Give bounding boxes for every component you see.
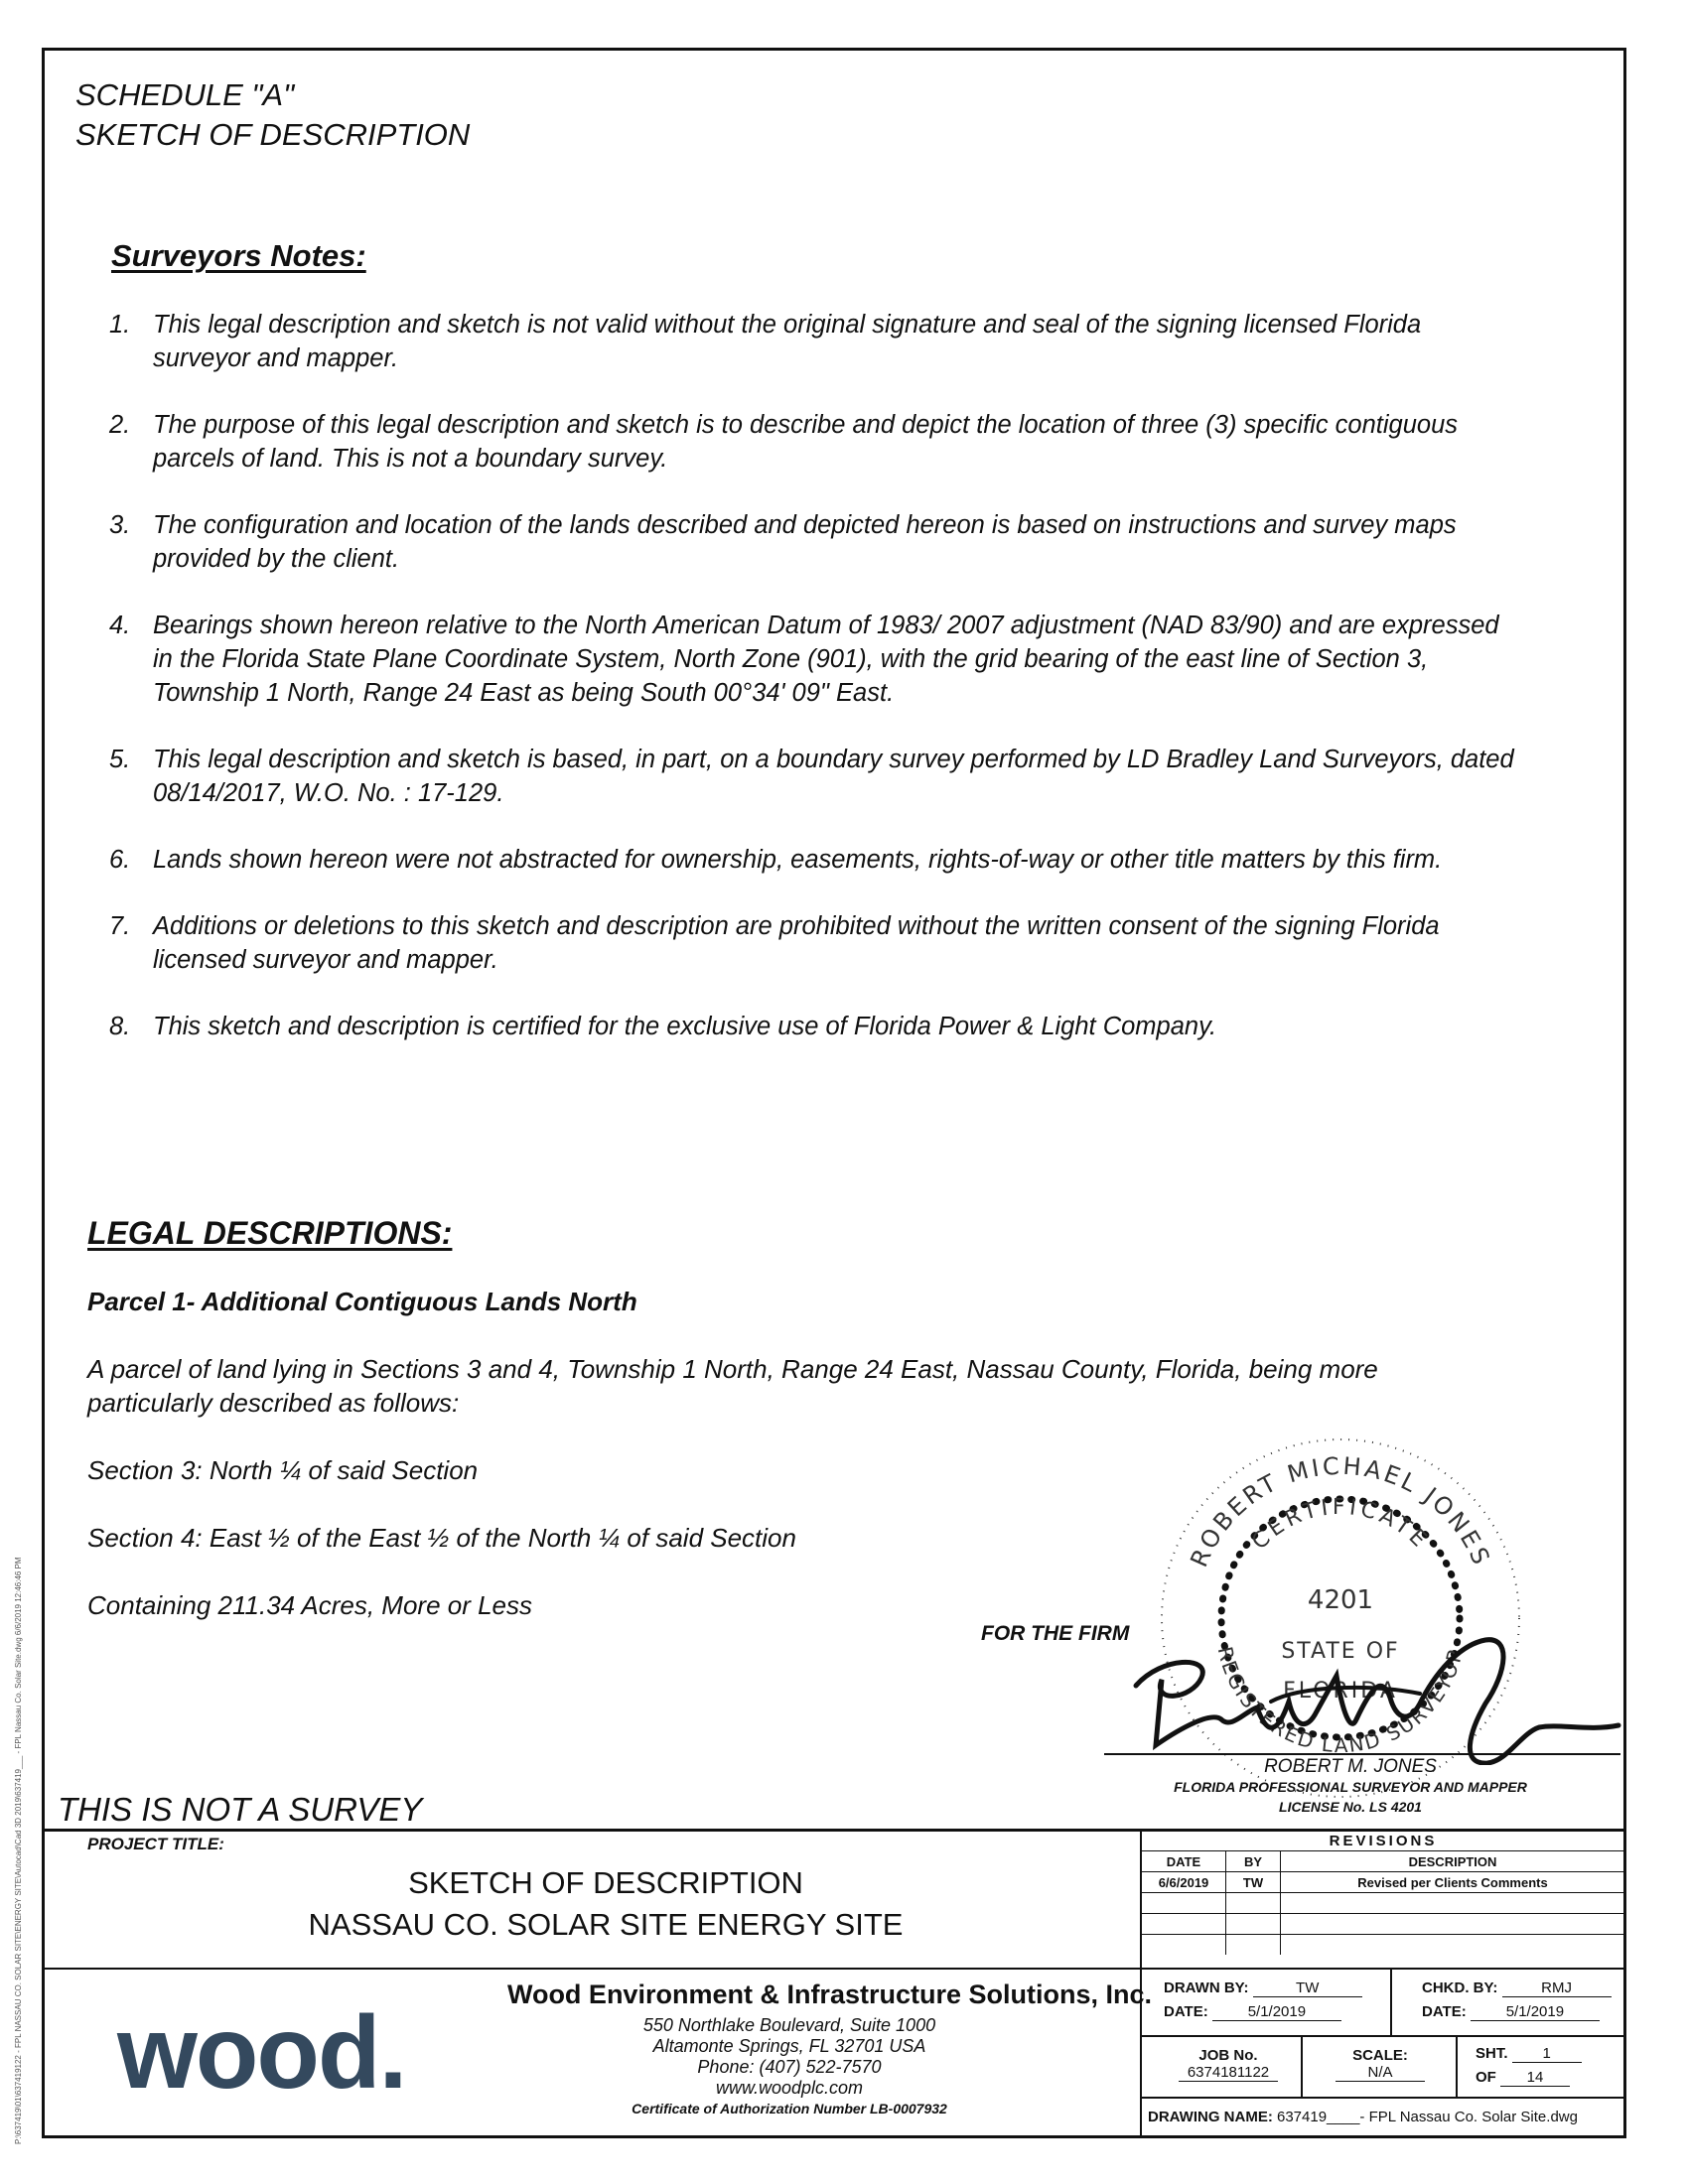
surveyors-notes-list [109,308,1519,1076]
surveyor-name: ROBERT M. JONES [1264,1756,1437,1777]
seal-name: ROBERT MICHAEL JONES [1185,1451,1496,1571]
sheet-value: 1 [1512,2045,1582,2063]
revisions-table [1142,1831,1624,1955]
company-name: Wood Environment & Infrastructure Solutions, Inc. [506,1979,1152,2009]
job-number: JOB No. 6374181122 [1174,2047,1283,2082]
note-item: 2. The purpose of this legal description and sketch is to describe and depict the location of three (3) specific contiguous parcels of land. This is not a boundary survey. [109,411,1459,473]
scale: SCALE: N/A [1331,2047,1430,2082]
sheet-number: SHT. 1 [1476,2045,1582,2063]
surveyor-license: LICENSE No. LS 4201 [1279,1799,1422,1815]
file-path-note: P:\637419\01\637419122 - FPL NASSAU CO. SOLAR SITE\ENERGY SITE\Autocad\Cad 3D 2019\637419___ - FPL Nassau Co. Solar Site.dwg 6/6/2019 12:46:46 PM [14,1557,23,2144]
seal-state: STATE OF [1281,1639,1400,1664]
parcel-title: Parcel 1- Additional Contiguous Lands North [87,1287,637,1316]
grid-divider [1390,1968,1392,2035]
seal-number: 4201 [1307,1585,1374,1615]
not-a-survey-label: THIS IS NOT A SURVEY [58,1791,423,1828]
drawing-name: DRAWING NAME: 637419____- FPL Nassau Co. Solar Site.dwg [1148,2109,1578,2125]
note-text: The purpose of this legal description and sketch is to describe and depict the location of three (3) specific contiguous parcels of land. This is not a boundary survey. [153,411,1459,473]
parcel-intro: A parcel of land lying in Sections 3 and 4, Township 1 North, Range 24 East, Nassau County, Florida, being more particularly described as follows: [87,1354,1378,1418]
note-item: 4. Bearings shown hereon relative to the North American Datum of 1983/ 2007 adjustment (NAD 83/90) and are expressed in the Florida State Plane Coordinate System, North Zone (901), with the grid bearing of the east line of Section 3, Township 1 North, Range 24 East as being South 00°34' 09" East. [109,612,1499,707]
seal-florida: FLORIDA [1283,1679,1398,1704]
note-item: 3. The configuration and location of the lands described and depicted hereon is based on instructions and survey maps provided by the client. [109,511,1457,573]
drawn-date: DATE: 5/1/2019 [1164,2003,1341,2021]
note-text: This sketch and description is certified for the exclusive use of Florida Power & Light Company. [153,1013,1217,1040]
scale-value: N/A [1336,2064,1425,2082]
authorization-certificate: Certificate of Authorization Number LB-0007932 [632,2101,947,2116]
section-3-description: Section 3: North ¼ of said Section [87,1455,479,1485]
surveyor-block [1132,1757,1569,1817]
note-text: Bearings shown hereon relative to the North American Datum of 1983/ 2007 adjustment (NAD 83/90) and are expressed in the Florida State Plane Coordinate System, North Zone (901), with the grid bearing of the east line of Section 3, Township 1 North, Range 24 East as being South 00°34' 09" East. [153,612,1499,707]
note-text: This legal description and sketch is based, in part, on a boundary survey performed by LD Bradley Land Surveyors, dated 08/14/2017, W.O. No. : 17-129. [153,746,1514,807]
job-number-value: 6374181122 [1179,2064,1278,2082]
svg-text:CERTIFICATE [1247,1495,1434,1555]
revisions-title: REVISIONS [1142,1831,1624,1851]
note-item: 5. This legal description and sketch is based, in part, on a boundary survey performed by LD Bradley Land Surveyors, dated 08/14/2017, W.O. No. : 17-129. [109,746,1514,807]
checked-by-value: RMJ [1502,1979,1612,1997]
section-4-description: Section 4: East ½ of the East ½ of the North ¼ of said Section [87,1523,796,1553]
note-text: Additions or deletions to this sketch and description are prohibited without the written consent of the signing Florida licensed surveyor and mapper. [153,912,1440,974]
checked-by: CHKD. BY: RMJ [1422,1979,1612,1997]
note-text: This legal description and sketch is not valid without the original signature and seal of the signing licensed Florida surveyor and mapper. [153,311,1422,372]
note-item: 8. This sketch and description is certified for the exclusive use of Florida Power & Light Company. [109,1013,1217,1040]
project-title-label: PROJECT TITLE: [87,1835,224,1853]
seal-certificate: CERTIFICATE [1247,1494,1434,1556]
checked-date: DATE: 5/1/2019 [1422,2003,1600,2021]
title-block-divider [42,1968,1626,1970]
surveyors-notes-title: Surveyors Notes: [111,238,366,273]
signature [1122,1616,1638,1765]
rev-header-date: DATE [1142,1851,1226,1872]
sheet-total: 14 [1500,2069,1570,2087]
note-item: 1. This legal description and sketch is not valid without the original signature and seal of the signing licensed Florida surveyor and mapper. [109,311,1422,372]
drawn-date-value: 5/1/2019 [1212,2003,1341,2021]
sketch-label: SKETCH OF DESCRIPTION [75,117,471,152]
note-text: The configuration and location of the lands described and depicted hereon is based on instructions and survey maps provided by the client. [153,511,1457,573]
grid-divider [1301,2035,1303,2097]
address-line1: 550 Northlake Boulevard, Suite 1000 [642,2015,936,2035]
project-title [189,1862,1023,1946]
rev-header-description: DESCRIPTION [1281,1851,1625,1872]
rev-by: TW [1226,1872,1281,1893]
company-address [596,2015,983,2119]
note-text: Lands shown hereon were not abstracted for ownership, easements, rights-of-way or other title matters by this firm. [153,846,1443,874]
signature-line [1104,1753,1620,1755]
grid-divider [1142,2097,1626,2099]
acreage: Containing 211.34 Acres, More or Less [87,1590,533,1620]
seal-registered: REGISTERED LAND SURVEYOR [1212,1644,1469,1758]
note-item: 7. Additions or deletions to this sketch and description are prohibited without the written consent of the signing Florida licensed surveyor and mapper. [109,912,1440,974]
rev-description: Revised per Clients Comments [1281,1872,1625,1893]
rev-header-by: BY [1226,1851,1281,1872]
wood-logo: wood. [117,1995,406,2111]
drawing-name-value: 637419____- FPL Nassau Co. Solar Site.dwg [1277,2109,1578,2125]
legal-descriptions-title: LEGAL DESCRIPTIONS: [87,1215,453,1251]
project-title-line2: NASSAU CO. SOLAR SITE ENERGY SITE [308,1907,904,1942]
company-phone: Phone: (407) 522-7570 [697,2057,882,2077]
grid-divider [1456,2035,1458,2097]
address-line2: Altamonte Springs, FL 32701 USA [652,2036,926,2056]
project-title-line1: SKETCH OF DESCRIPTION [408,1865,803,1900]
drawn-by-value: TW [1253,1979,1362,1997]
drawn-by: DRAWN BY: TW [1164,1979,1362,1997]
rev-date: 6/6/2019 [1142,1872,1226,1893]
checked-date-value: 5/1/2019 [1471,2003,1600,2021]
note-item: 6. Lands shown hereon were not abstracted for ownership, easements, rights-of-way or other title matters by this firm. [109,846,1443,874]
surveyor-title: FLORIDA PROFESSIONAL SURVEYOR AND MAPPER [1174,1779,1527,1795]
grid-divider [1142,2035,1626,2037]
for-the-firm-label: FOR THE FIRM [981,1622,1130,1645]
schedule-label: SCHEDULE "A" [75,77,295,112]
sheet-of: OF 14 [1476,2069,1570,2087]
company-website: www.woodplc.com [715,2078,864,2098]
table-row [1142,1872,1624,1893]
document-header [75,75,470,155]
